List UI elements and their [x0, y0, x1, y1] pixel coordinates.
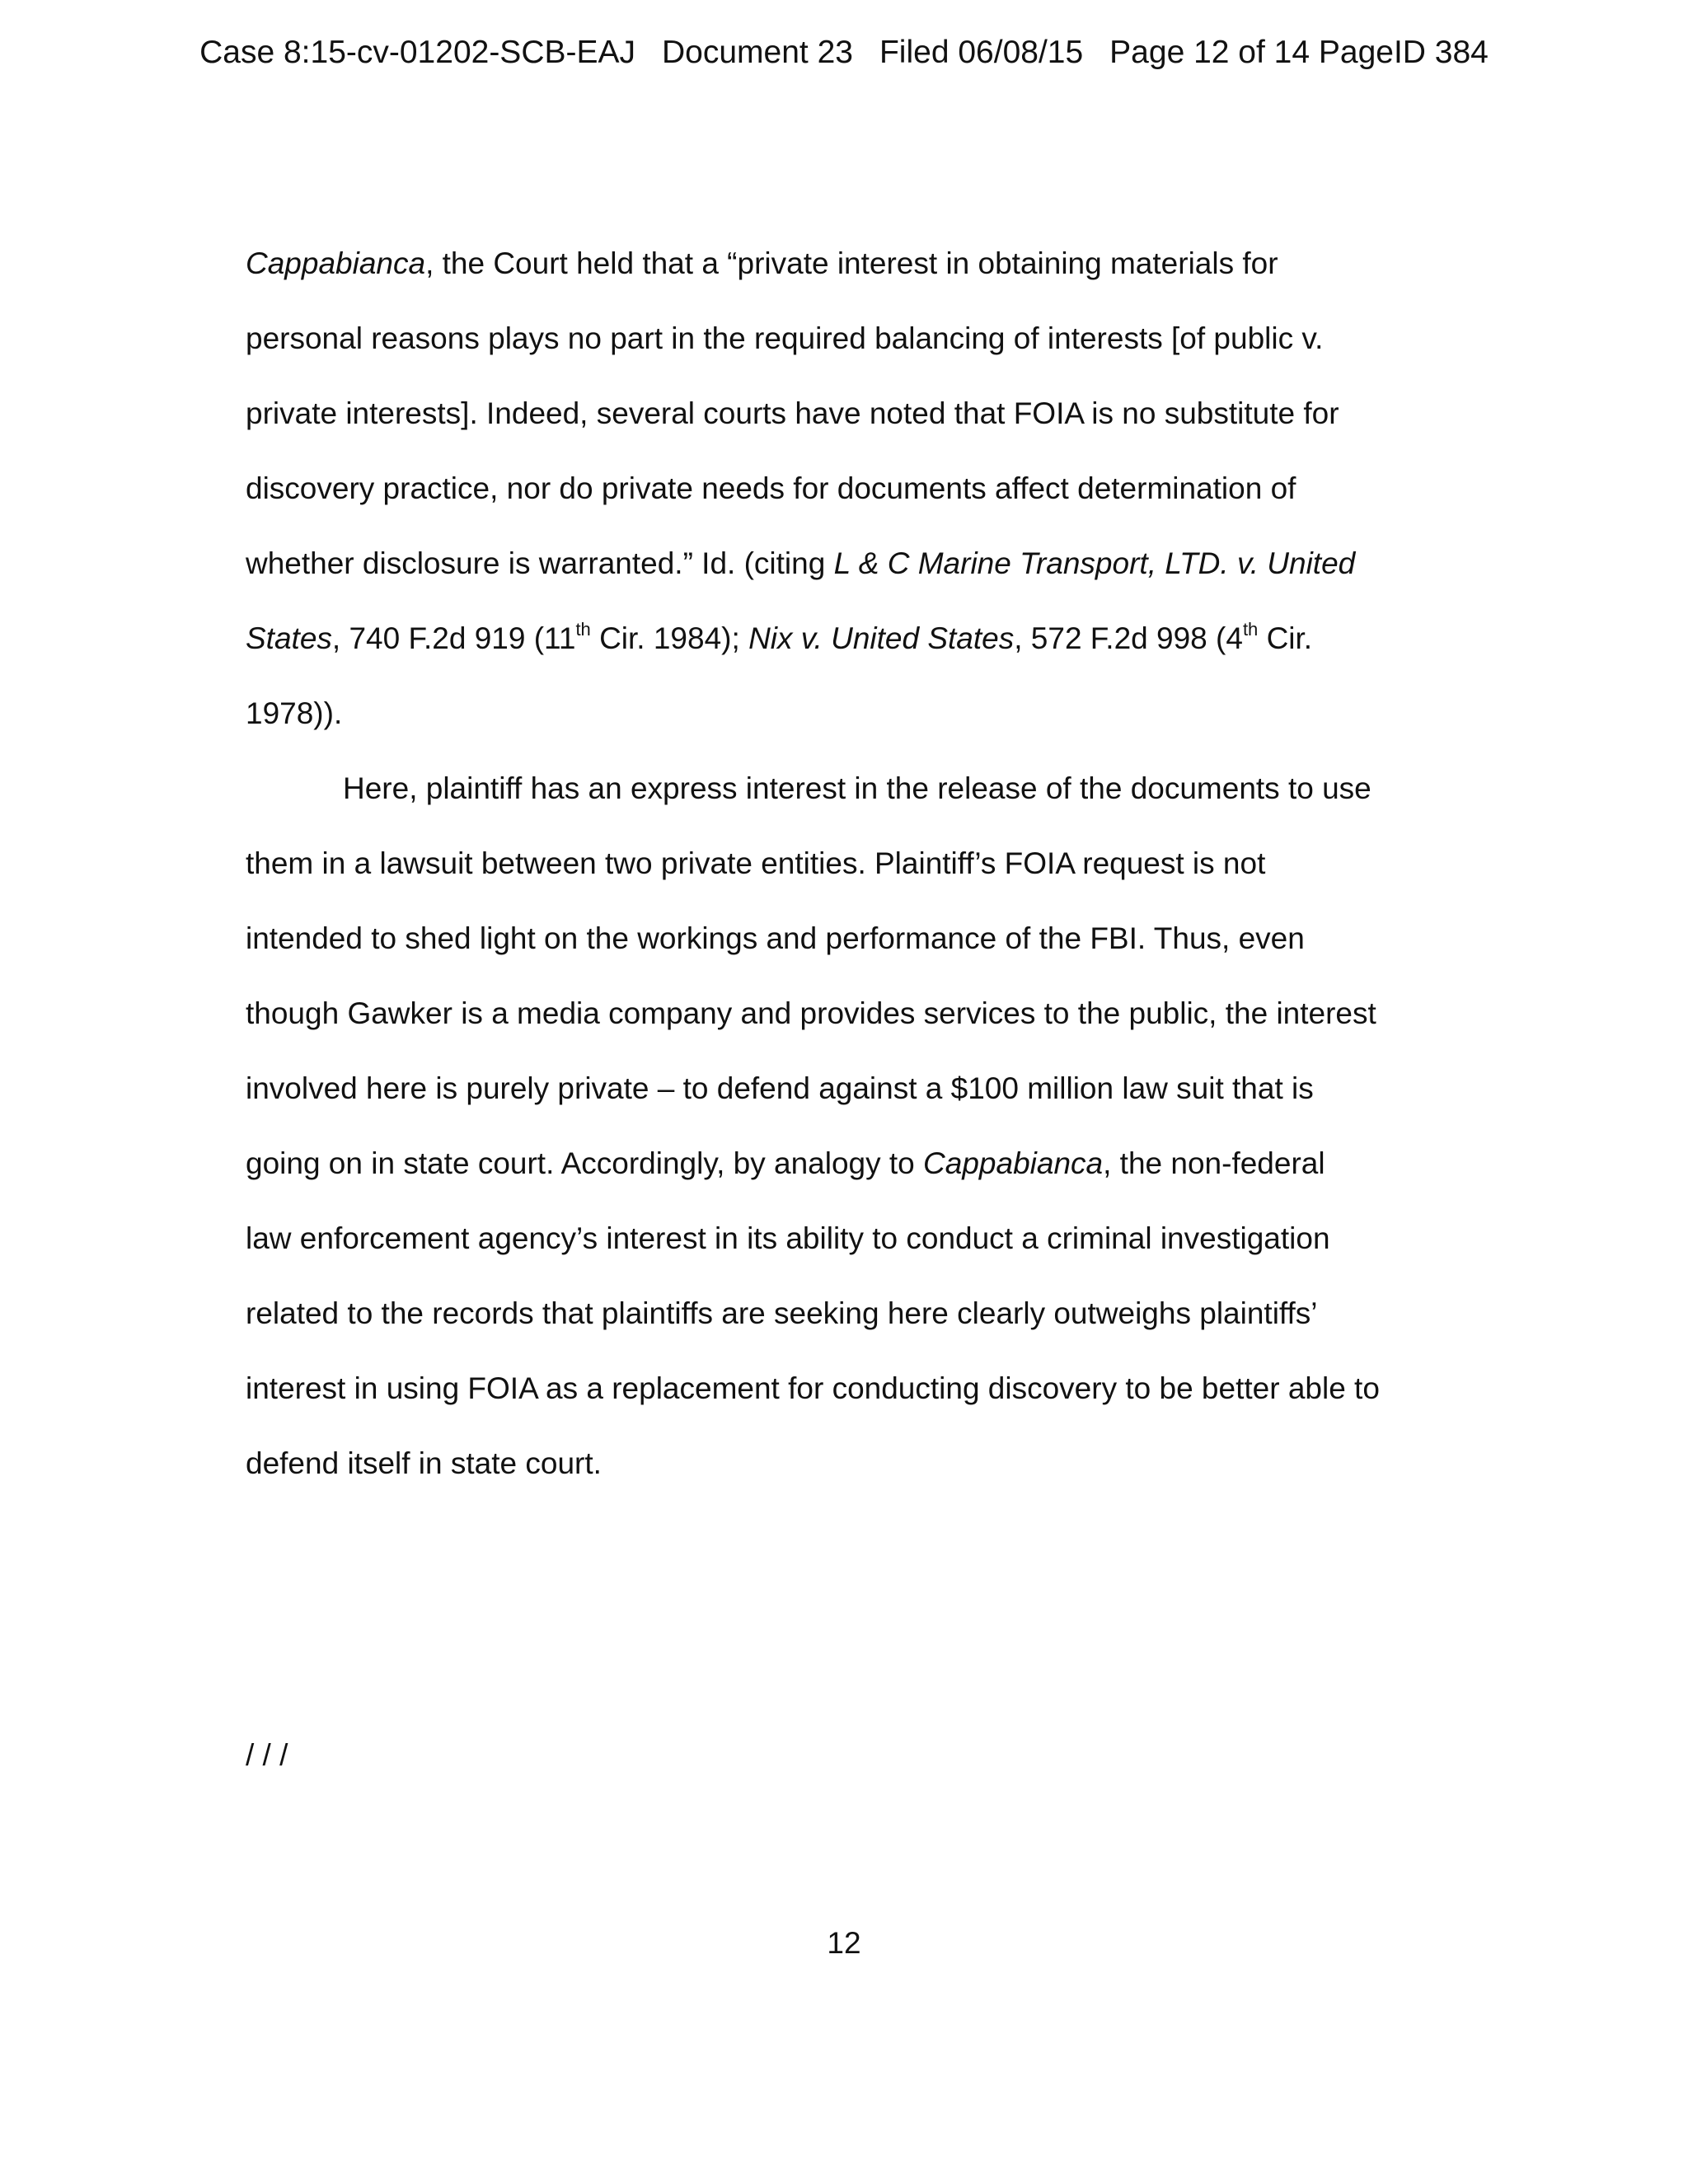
ordinal-superscript: th	[575, 619, 591, 640]
case-name-italic: L & C Marine Transport, LTD. v. United	[833, 546, 1356, 580]
text-line: discovery practice, nor do private needs for documents affect determination of	[246, 471, 1296, 505]
page-id: Page 12 of 14 PageID 384	[1109, 35, 1489, 70]
text-span: , 572 F.2d 998 (4	[1014, 621, 1243, 655]
text-span: , the non-federal	[1103, 1146, 1325, 1180]
text-span: going on in state court. Accordingly, by analogy to	[246, 1146, 924, 1180]
case-name-italic: Cappabianca	[246, 246, 426, 280]
page-header	[0, 35, 1688, 71]
text-line: law enforcement agency’s interest in its ability to conduct a criminal investigation	[246, 1221, 1330, 1255]
text-line: intended to shed light on the workings and performance of the FBI. Thus, even	[246, 921, 1305, 955]
text-span: Cir.	[1258, 621, 1313, 655]
document-body	[246, 241, 1515, 1516]
text-line: interest in using FOIA as a replacement for conducting discovery to be better able to	[246, 1371, 1380, 1405]
text-line	[246, 616, 1515, 691]
text-span: Cir. 1984);	[590, 621, 749, 655]
text-line: involved here is purely private – to defend against a $100 million law suit that is	[246, 1071, 1314, 1105]
document-number: Document 23	[662, 35, 853, 70]
text-span: , the Court held that a “private interest in obtaining materials for	[425, 246, 1278, 280]
text-span: , 740 F.2d 919 (11	[331, 621, 576, 655]
case-name-italic: Cappabianca	[923, 1146, 1104, 1180]
text-line: personal reasons plays no part in the required balancing of interests [of public v.	[246, 321, 1324, 355]
case-name-italic: Nix v. United States	[748, 621, 1015, 655]
paragraph-first-line: Here, plaintiff has an express interest in the release of the documents to use	[343, 771, 1372, 805]
text-line	[246, 1141, 1515, 1216]
text-span: whether disclosure is warranted.” Id. (citing	[246, 546, 834, 580]
text-line: related to the records that plaintiffs are seeking here clearly outweighs plaintiffs’	[246, 1296, 1318, 1330]
case-number: Case 8:15-cv-01202-SCB-EAJ	[199, 35, 636, 70]
text-line: private interests]. Indeed, several courts have noted that FOIA is no substitute for	[246, 396, 1339, 430]
text-line: 1978)).	[246, 696, 343, 730]
text-line: them in a lawsuit between two private entities. Plaintiff’s FOIA request is not	[246, 846, 1266, 880]
continuation-slashes: / / /	[246, 1738, 288, 1772]
ordinal-superscript: th	[1242, 619, 1259, 640]
case-name-italic: States	[246, 621, 332, 655]
text-line: defend itself in state court.	[246, 1446, 602, 1480]
text-line: though Gawker is a media company and provides services to the public, the interest	[246, 996, 1376, 1030]
page-number: 12	[827, 1926, 861, 1960]
filed-date: Filed 06/08/15	[879, 35, 1084, 70]
text-line	[246, 241, 1515, 316]
text-line	[246, 541, 1515, 616]
